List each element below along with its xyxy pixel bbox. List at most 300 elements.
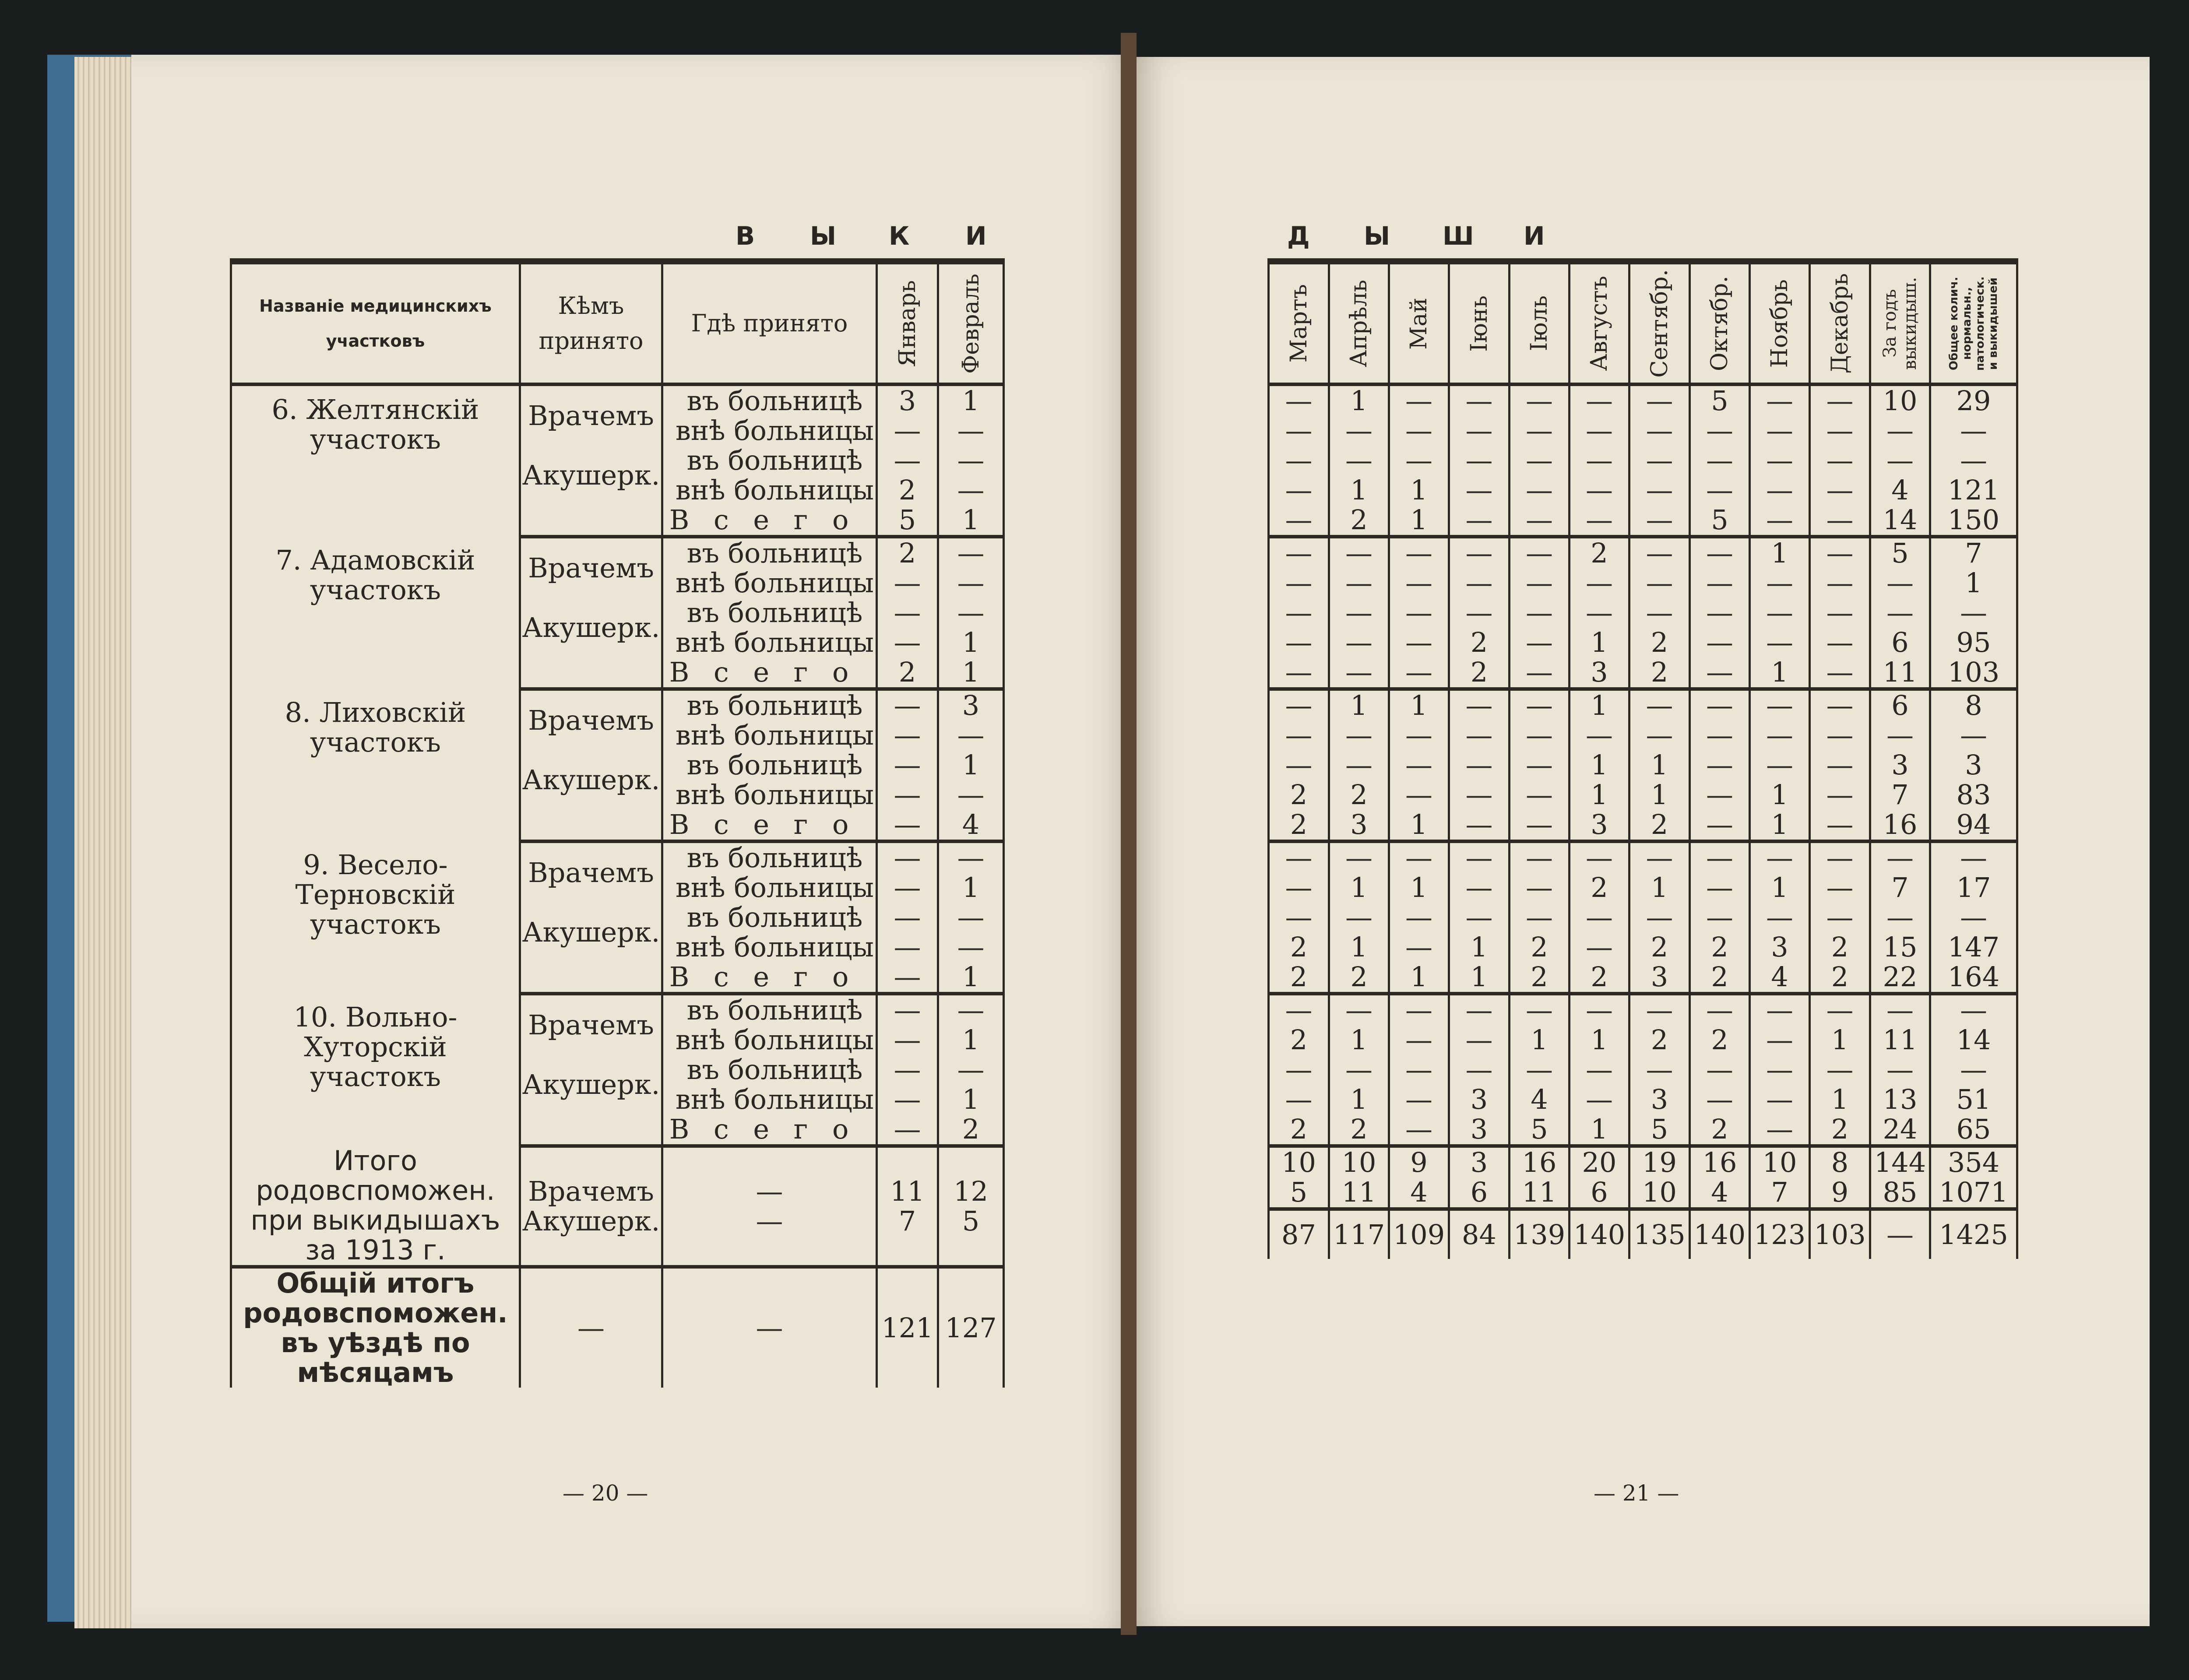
total-label: В с е г о [662, 505, 877, 537]
where-cell: внѣ больницы [662, 1025, 877, 1055]
cell-feb: — [938, 932, 1004, 962]
table-cell: — [1810, 505, 1870, 537]
table-cell: — [1810, 657, 1870, 689]
table-cell: 5 [1690, 505, 1750, 537]
table-cell: — [1449, 598, 1510, 628]
itogo-value: 10 [1762, 1146, 1797, 1178]
table-row [231, 384, 1004, 416]
table-cell: 2 [1269, 1114, 1329, 1146]
table-cell: 2 [1449, 628, 1510, 657]
itogo-value: 144 [1874, 1146, 1926, 1178]
table-cell: — [1570, 568, 1629, 598]
heading-letter: Д [1287, 221, 1312, 251]
table-cell: 1 [1629, 780, 1690, 810]
table-cell: — [1389, 384, 1449, 416]
table-cell: 164 [1930, 962, 2017, 994]
table-cell: — [1629, 903, 1690, 932]
where-cell: въ больницѣ [662, 598, 877, 628]
header-district: Названіе медицинскихъ участковъ [231, 261, 520, 384]
table-cell: 3 [1570, 657, 1629, 689]
table-cell: — [1750, 505, 1810, 537]
table-cell: — [1269, 873, 1329, 903]
table-cell: — [1269, 750, 1329, 780]
table-cell: — [1629, 841, 1690, 873]
table-cell: 2 [1329, 1114, 1389, 1146]
table-cell: 2 [1629, 628, 1690, 657]
table-cell: — [1269, 1085, 1329, 1114]
itogo-cell [1930, 1146, 2017, 1209]
empty-cell [520, 962, 662, 994]
heading-letter: Ш [1443, 221, 1476, 251]
itogo-value: 5 [962, 1205, 980, 1237]
table-cell: — [1750, 689, 1810, 721]
table-cell: 29 [1930, 384, 2017, 416]
table-cell: — [1930, 598, 2017, 628]
where-cell: внѣ больницы [662, 475, 877, 505]
header-label: Декабрь [1827, 273, 1853, 374]
empty-cell [520, 505, 662, 537]
total-label: В с е г о [662, 657, 877, 689]
empty-cell [520, 657, 662, 689]
cell-jan: — [877, 810, 938, 841]
table-cell: — [1870, 598, 1930, 628]
table-cell: 5 [1629, 1114, 1690, 1146]
cell-feb: — [938, 598, 1004, 628]
table-cell: — [1750, 1055, 1810, 1085]
cell-jan: — [877, 780, 938, 810]
table-cell: 2 [1570, 962, 1629, 994]
table-cell: 11 [1870, 1025, 1930, 1055]
table-cell: 2 [1449, 657, 1510, 689]
itogo-value: 4 [1711, 1176, 1728, 1208]
cell-jan: — [877, 568, 938, 598]
where-cell: внѣ больницы [662, 873, 877, 903]
cell-jan: — [877, 873, 938, 903]
cell-jan: — [877, 750, 938, 780]
table-cell: 95 [1930, 628, 2017, 657]
table-cell: — [1629, 1055, 1690, 1085]
itogo-dash-top: — [756, 1175, 783, 1207]
table-cell: 2 [1329, 780, 1389, 810]
table-cell: — [1629, 505, 1690, 537]
itogo-value: 19 [1642, 1146, 1677, 1178]
header-month [1930, 261, 2017, 384]
table-cell: 4 [1870, 475, 1930, 505]
itogo-value: 20 [1582, 1146, 1617, 1178]
table-cell: — [1930, 841, 2017, 873]
heading-letter: К [889, 221, 911, 251]
table-cell: 10 [1870, 384, 1930, 416]
cell-jan: 5 [877, 505, 938, 537]
table-cell: — [1750, 841, 1810, 873]
table-cell: — [1389, 1114, 1449, 1146]
table-cell: — [1690, 1055, 1750, 1085]
itogo-cell [1690, 1146, 1750, 1209]
table-cell: 2 [1269, 932, 1329, 962]
table-cell: — [1750, 568, 1810, 598]
district-name [231, 994, 520, 1146]
final-dash: — [520, 1267, 662, 1388]
right-table [1267, 258, 2018, 1259]
cell-feb: 1 [938, 1085, 1004, 1114]
table-cell: — [1269, 384, 1329, 416]
table-row [1269, 841, 2017, 873]
table-cell: — [1389, 657, 1449, 689]
table-cell: 3 [1629, 1085, 1690, 1114]
table-cell: — [1510, 721, 1570, 750]
table-cell: — [1810, 721, 1870, 750]
table-cell: — [1449, 475, 1510, 505]
table-cell: — [1449, 873, 1510, 903]
table-cell: — [1690, 628, 1750, 657]
header-label: Апрѣль [1346, 279, 1372, 368]
table-cell: 1 [1389, 475, 1449, 505]
table-row [231, 841, 1004, 873]
table-row [1269, 721, 2017, 750]
header-month [1629, 261, 1690, 384]
table-cell: — [1269, 598, 1329, 628]
final-cell: 140 [1570, 1209, 1629, 1259]
table-cell: — [1570, 475, 1629, 505]
table-cell: 1 [1329, 475, 1389, 505]
table-cell: — [1930, 994, 2017, 1025]
header-who: Кѣмъ принято [520, 261, 662, 384]
table-cell: — [1389, 598, 1449, 628]
cell-jan: — [877, 628, 938, 657]
itogo-cell [1570, 1146, 1629, 1209]
final-cell: 109 [1389, 1209, 1449, 1259]
table-cell: — [1269, 475, 1329, 505]
table-cell: — [1870, 841, 1930, 873]
where-cell: внѣ больницы [662, 721, 877, 750]
table-cell: — [1389, 721, 1449, 750]
final-cell: 1425 [1930, 1209, 2017, 1259]
page-number-right: — 21 — [1594, 1480, 1679, 1506]
table-cell: 2 [1629, 932, 1690, 962]
table-cell: 2 [1690, 962, 1750, 994]
cell-feb: — [938, 721, 1004, 750]
table-cell: 1 [1570, 689, 1629, 721]
table-cell: — [1329, 568, 1389, 598]
who-midwife: Акушерк. [520, 598, 662, 657]
cell-jan: — [877, 446, 938, 475]
table-cell: 7 [1870, 873, 1930, 903]
table-cell: 24 [1870, 1114, 1930, 1146]
itogo-cell [1750, 1146, 1810, 1209]
itogo-value: 9 [1410, 1146, 1428, 1178]
itogo-value: 16 [1522, 1146, 1557, 1178]
header-label: Мартъ [1285, 284, 1312, 363]
table-cell: — [1629, 416, 1690, 446]
table-cell: — [1750, 1025, 1810, 1055]
cell-jan: — [877, 416, 938, 446]
final-jan: 121 [877, 1267, 938, 1388]
table-cell: — [1810, 750, 1870, 780]
cell-jan: 2 [877, 475, 938, 505]
itogo-who [520, 1146, 662, 1267]
table-cell: — [1629, 994, 1690, 1025]
table-cell: — [1510, 568, 1570, 598]
empty-cell [520, 810, 662, 841]
table-cell: — [1930, 416, 2017, 446]
table-cell: — [1810, 841, 1870, 873]
itogo-value: 11 [1341, 1176, 1376, 1208]
table-row [1269, 750, 2017, 780]
where-cell: внѣ больницы [662, 1085, 877, 1114]
final-cell: 84 [1449, 1209, 1510, 1259]
cell-feb: — [938, 841, 1004, 873]
district-suffix: участокъ [310, 423, 441, 455]
table-cell: — [1449, 505, 1510, 537]
table-cell: — [1690, 873, 1750, 903]
table-cell: 13 [1870, 1085, 1930, 1114]
itogo-cell [1329, 1146, 1389, 1209]
cell-feb: 4 [938, 810, 1004, 841]
table-cell: — [1750, 994, 1810, 1025]
district-title: 10. Вольно-Хуторскій [293, 1001, 458, 1063]
header-month [1329, 261, 1389, 384]
header-month [1449, 261, 1510, 384]
where-cell: въ больницѣ [662, 841, 877, 873]
itogo-value: 11 [890, 1175, 925, 1207]
table-cell: 2 [1510, 962, 1570, 994]
where-cell: въ больницѣ [662, 689, 877, 721]
heading-letter: В [736, 221, 757, 251]
total-label: В с е г о [662, 1114, 877, 1146]
table-cell: — [1449, 994, 1510, 1025]
who-doctor: Врачемъ [520, 537, 662, 598]
table-cell: 51 [1930, 1085, 2017, 1114]
district-title: 7. Адамовскій [275, 544, 475, 576]
table-cell: — [1449, 841, 1510, 873]
where-cell: въ больницѣ [662, 537, 877, 568]
table-cell: 3 [1449, 1085, 1510, 1114]
cell-jan: — [877, 1114, 938, 1146]
cell-jan: — [877, 1055, 938, 1085]
cell-feb: 1 [938, 628, 1004, 657]
table-cell: 4 [1750, 962, 1810, 994]
table-row [231, 537, 1004, 568]
table-cell: 15 [1870, 932, 1930, 962]
header-month [1510, 261, 1570, 384]
table-cell: — [1449, 568, 1510, 598]
table-cell: — [1449, 537, 1510, 568]
header-label: Май [1406, 297, 1432, 350]
table-cell: — [1329, 628, 1389, 657]
table-cell: 2 [1629, 1025, 1690, 1055]
table-cell: — [1449, 384, 1510, 416]
table-cell: — [1750, 1114, 1810, 1146]
table-cell: — [1389, 841, 1449, 873]
table-cell: — [1750, 475, 1810, 505]
table-cell: — [1810, 903, 1870, 932]
table-cell: 147 [1930, 932, 2017, 962]
itogo-value: 10 [1341, 1146, 1376, 1178]
itogo-cell [1870, 1146, 1930, 1209]
cell-feb: — [938, 1055, 1004, 1085]
table-cell: 1 [1750, 780, 1810, 810]
table-cell: — [1629, 568, 1690, 598]
table-cell: — [1810, 446, 1870, 475]
table-cell: — [1690, 903, 1750, 932]
table-cell: — [1329, 721, 1389, 750]
table-cell: — [1269, 657, 1329, 689]
table-cell: — [1269, 721, 1329, 750]
table-cell: — [1389, 568, 1449, 598]
district-title: 8. Лиховскій [285, 696, 466, 728]
table-row [1269, 628, 2017, 657]
table-cell: — [1570, 384, 1629, 416]
table-row [1269, 780, 2017, 810]
cell-feb: 1 [938, 962, 1004, 994]
table-cell: — [1329, 994, 1389, 1025]
table-cell: — [1510, 810, 1570, 841]
table-row [1269, 994, 2017, 1025]
header-month [1870, 261, 1930, 384]
table-cell: — [1510, 780, 1570, 810]
table-cell: — [1930, 446, 2017, 475]
where-cell: въ больницѣ [662, 994, 877, 1025]
table-cell: — [1389, 1055, 1449, 1085]
header-month [1389, 261, 1449, 384]
table-cell: — [1389, 903, 1449, 932]
table-cell: — [1389, 537, 1449, 568]
table-cell: 2 [1629, 810, 1690, 841]
where-cell: внѣ больницы [662, 628, 877, 657]
table-cell: — [1269, 628, 1329, 657]
itogo-value: 85 [1883, 1176, 1918, 1208]
table-cell: — [1690, 475, 1750, 505]
table-cell: — [1690, 810, 1750, 841]
table-cell: — [1449, 750, 1510, 780]
who-midwife: Акушерк. [520, 903, 662, 962]
district-name [231, 537, 520, 689]
table-cell: 1 [1570, 780, 1629, 810]
itogo-dash [662, 1146, 877, 1267]
final-dash: — [662, 1267, 877, 1388]
itogo-value: 354 [1947, 1146, 2000, 1178]
cell-jan: — [877, 721, 938, 750]
table-cell: — [1510, 994, 1570, 1025]
table-cell: — [1449, 780, 1510, 810]
table-cell: — [1510, 689, 1570, 721]
table-cell: — [1810, 628, 1870, 657]
district-name [231, 689, 520, 841]
table-cell: — [1870, 994, 1930, 1025]
district-suffix: участокъ [310, 908, 441, 940]
where-cell: въ больницѣ [662, 903, 877, 932]
table-cell: — [1510, 750, 1570, 780]
table-cell: — [1389, 628, 1449, 657]
itogo-row [1269, 1146, 2017, 1209]
table-cell: — [1690, 689, 1750, 721]
district-title: 6. Желтянскій [271, 394, 479, 425]
table-cell: — [1449, 416, 1510, 446]
table-cell: — [1629, 689, 1690, 721]
cell-feb: 1 [938, 657, 1004, 689]
left-table [230, 258, 1005, 1388]
table-cell: — [1810, 1055, 1870, 1085]
final-cell: — [1870, 1209, 1930, 1259]
table-cell: 2 [1269, 962, 1329, 994]
header-month [1810, 261, 1870, 384]
table-cell: — [1269, 537, 1329, 568]
table-cell: 16 [1870, 810, 1930, 841]
table-cell: — [1329, 657, 1389, 689]
cell-feb: — [938, 903, 1004, 932]
table-row [1269, 475, 2017, 505]
final-cell: 140 [1690, 1209, 1750, 1259]
itogo-value: 7 [898, 1205, 916, 1237]
table-cell: — [1690, 416, 1750, 446]
cell-jan: — [877, 962, 938, 994]
table-cell: — [1930, 721, 2017, 750]
table-cell: — [1510, 446, 1570, 475]
table-cell: 2 [1329, 962, 1389, 994]
table-cell: — [1570, 1085, 1629, 1114]
table-cell: — [1329, 750, 1389, 780]
cell-jan: — [877, 598, 938, 628]
header-label: Сентябр. [1646, 269, 1673, 378]
table-cell: — [1329, 1055, 1389, 1085]
district-suffix: участокъ [310, 1061, 441, 1093]
table-cell: 22 [1870, 962, 1930, 994]
table-cell: 2 [1690, 1114, 1750, 1146]
cell-feb: — [938, 446, 1004, 475]
header-label: Общее колич. нормальн., патологическ. и выкидышей [1947, 276, 2000, 371]
table-cell: 1 [1329, 689, 1389, 721]
final-cell: 87 [1269, 1209, 1329, 1259]
table-cell: — [1570, 841, 1629, 873]
table-row [1269, 903, 2017, 932]
table-cell: — [1750, 721, 1810, 750]
table-row [1269, 1085, 2017, 1114]
cell-feb: — [938, 475, 1004, 505]
table-cell: — [1930, 1055, 2017, 1085]
table-cell: — [1269, 841, 1329, 873]
heading-letter: Ы [810, 221, 838, 251]
table-cell: — [1750, 384, 1810, 416]
district-suffix: участокъ [310, 574, 441, 606]
table-cell: — [1690, 994, 1750, 1025]
table-cell: — [1570, 598, 1629, 628]
final-cell: 135 [1629, 1209, 1690, 1259]
header-month [1690, 261, 1750, 384]
table-cell: 94 [1930, 810, 2017, 841]
cell-jan: — [877, 903, 938, 932]
table-cell: 1 [1389, 689, 1449, 721]
table-cell: — [1449, 903, 1510, 932]
table-cell: 1 [1389, 873, 1449, 903]
table-cell: — [1690, 568, 1750, 598]
cell-feb: — [938, 416, 1004, 446]
table-cell: — [1690, 750, 1750, 780]
table-row [1269, 1055, 2017, 1085]
table-cell: 6 [1870, 628, 1930, 657]
itogo-cell [1810, 1146, 1870, 1209]
where-cell: въ больницѣ [662, 750, 877, 780]
table-cell: 1 [1389, 962, 1449, 994]
cell-feb: — [938, 780, 1004, 810]
table-cell: — [1570, 505, 1629, 537]
table-cell: 3 [1750, 932, 1810, 962]
table-cell: 1 [1629, 873, 1690, 903]
table-row [1269, 416, 2017, 446]
table-cell: 1 [1329, 932, 1389, 962]
table-cell: — [1629, 384, 1690, 416]
cell-jan: — [877, 841, 938, 873]
table-cell: 1 [1750, 657, 1810, 689]
